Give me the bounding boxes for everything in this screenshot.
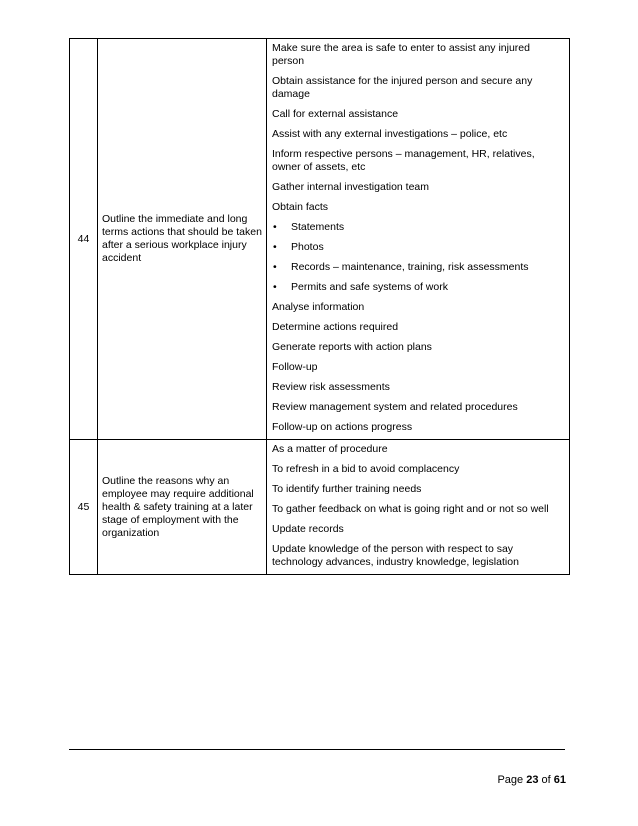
answer-line: Make sure the area is safe to enter to assist any injured person [272, 42, 530, 67]
answer-line: To identify further training needs [272, 483, 422, 495]
answer-line: Gather internal investigation team [272, 181, 430, 193]
question-number: 45 [70, 440, 98, 575]
question-text: Outline the reasons why an employee may require additional health & safety training at a later stage of employment with the organization [98, 440, 267, 575]
page-number [497, 774, 566, 786]
question-number: 44 [70, 39, 98, 440]
answer-line: Update knowledge of the person with respect to say technology advances, industry knowledge, legislation [272, 543, 519, 568]
bullet-icon: • [273, 281, 277, 293]
answer-line: Assist with any external investigations – police, etc [272, 128, 508, 140]
answer-line: Call for external assistance [272, 108, 399, 120]
page-current: 23 [526, 774, 539, 786]
answer-line: Obtain facts [272, 201, 329, 213]
answer-bullet-item [272, 261, 564, 274]
bullet-text: Photos [291, 241, 324, 253]
answer-cell [267, 39, 570, 440]
page-of: of [538, 774, 554, 786]
answer-line: Determine actions required [272, 321, 399, 333]
answer-line: Inform respective persons – management, HR, relatives, owner of assets, etc [272, 148, 535, 173]
answer-line: As a matter of procedure [272, 443, 388, 455]
page-total: 61 [553, 774, 566, 786]
answer-line: Obtain assistance for the injured person and secure any damage [272, 75, 533, 100]
answer-bullet-item [272, 241, 564, 254]
bullet-text: Records – maintenance, training, risk assessments [291, 261, 529, 273]
answer-line: Review management system and related procedures [272, 401, 518, 413]
answer-line: Follow-up [272, 361, 318, 373]
qa-table-body [70, 39, 570, 575]
answer-line: To gather feedback on what is going right and or not so well [272, 503, 549, 515]
answer-line: To refresh in a bid to avoid complacency [272, 463, 460, 475]
footer-rule [69, 749, 565, 750]
question-text: Outline the immediate and long terms actions that should be taken after a serious workplace injury accident [98, 39, 267, 440]
bullet-text: Permits and safe systems of work [291, 281, 448, 293]
answer-line: Review risk assessments [272, 381, 390, 393]
answer-cell [267, 440, 570, 575]
bullet-text: Statements [291, 221, 345, 233]
table-row [70, 39, 570, 440]
bullet-icon: • [273, 261, 277, 273]
answer-line: Analyse information [272, 301, 365, 313]
answer-line: Follow-up on actions progress [272, 421, 413, 433]
page-prefix: Page [497, 774, 527, 786]
answer-line: Update records [272, 523, 344, 535]
answer-bullet-item [272, 221, 564, 234]
answer-line: Generate reports with action plans [272, 341, 432, 353]
qa-table [69, 38, 570, 575]
answer-bullet-item [272, 281, 564, 294]
table-row [70, 440, 570, 575]
bullet-icon: • [273, 241, 277, 253]
bullet-icon: • [273, 221, 277, 233]
